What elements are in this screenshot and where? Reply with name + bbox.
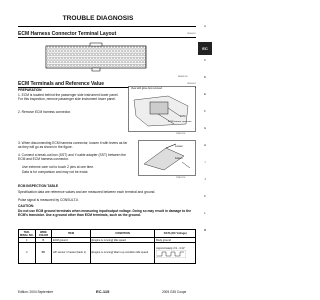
cell-condition: [Engine is running] Idle speed — [90, 238, 155, 243]
section-title-layout: ECM Harness Connector Terminal Layout — [18, 31, 117, 37]
footer-page-number: EC-115 — [96, 289, 110, 294]
side-index-letter[interactable]: C — [203, 58, 207, 62]
side-index-letter[interactable]: E — [203, 92, 206, 96]
table-row — [19, 243, 196, 263]
step-3: 3. When disconnecting ECM harness connector, loosen it with levers as far as they will go as shown in the figure. — [18, 141, 128, 150]
column-header: ITEM — [52, 230, 91, 238]
figure-code: MBIB0125E — [178, 76, 188, 78]
inspection-text-1: Specification data are reference values and are measured between each terminal and ground. — [18, 190, 156, 194]
figure3-label-fasten: Fasten — [175, 157, 183, 160]
side-index-letter[interactable]: F — [204, 109, 206, 113]
figure2-label-top: View with glove box removed — [131, 87, 162, 90]
section-code: NBS000LY — [187, 33, 196, 35]
figure-code: PBIB1512E — [176, 177, 186, 179]
header-rule — [18, 26, 196, 27]
ecm-connector-diagram — [44, 42, 148, 74]
step-2: 2. Remove ECM harness connector. — [18, 110, 71, 114]
cell-terminal: 2 — [19, 243, 36, 263]
figure2-label-connector: ECM harness connector — [168, 121, 192, 123]
section-tab-ec[interactable]: EC — [198, 42, 212, 55]
cell-terminal: 1 — [19, 238, 36, 243]
section-title-terminals: ECM Terminals and Reference Value — [18, 81, 105, 87]
page-header — [0, 14, 212, 26]
cell-data: Body ground — [155, 238, 196, 243]
side-index-letter[interactable]: I — [204, 160, 206, 164]
column-header: DATA (DC Voltage) — [155, 230, 196, 238]
column-header: TER-MINAL NO. — [20, 230, 34, 237]
figure3-label-loosen: Loosen — [175, 145, 183, 148]
section-rule — [18, 37, 196, 38]
step-4: 4. Connect a break-out box (SST) and Y-cable adapter (SST) between the ECM and ECM harness connector. — [18, 153, 126, 162]
note-1: Use extreme care not to touch 2 pins at one time. — [22, 165, 95, 169]
connector-lever-figure — [138, 140, 196, 176]
column-header: CONDITION — [90, 230, 155, 238]
footer-model: 2005 G35 Coupe — [162, 290, 187, 294]
side-index-letter[interactable]: G — [203, 126, 207, 130]
cell-data-text: Approximately 2.9 - 3.4V — [156, 247, 185, 251]
cell-color: B — [35, 238, 52, 243]
cell-color: BR — [35, 243, 52, 263]
ecm-inspection-table — [18, 229, 196, 264]
section-code: NBS000LZ — [187, 83, 196, 85]
caution-text: Do not use ECM ground terminals when measuring input/output voltage. Doing so may result in damage to the ECM's transistor. Use a ground other than ECM terminals, such as the ground. — [18, 209, 192, 218]
prep-heading: PREPARATION — [18, 88, 42, 92]
caution-label: CAUTION: — [18, 204, 35, 208]
inspection-heading: ECM INSPECTION TABLE — [18, 184, 59, 188]
side-index-letter[interactable]: K — [203, 194, 206, 198]
side-index-letter[interactable]: M — [203, 228, 207, 232]
footer-edition: Edition: 2004 September — [18, 290, 54, 294]
cell-item: A/F sensor 1 heater (bank 1) — [52, 243, 91, 263]
step-1: 1. ECM is located behind the passenger side instrument lower panel. For this inspection, remove passenger side instrument lower panel. — [18, 93, 119, 102]
table-header-row — [19, 230, 196, 238]
page-title: TROUBLE DIAGNOSIS — [62, 15, 134, 22]
side-index-letter[interactable]: L — [204, 211, 206, 215]
ecm-location-figure — [128, 86, 196, 132]
cell-item: ECM ground — [52, 238, 91, 243]
inspection-text-2: Pulse signal is measured by CONSULT-II. — [18, 198, 80, 202]
note-2: Data is for comparison and may not be exact. — [22, 170, 89, 174]
side-index-letter[interactable]: J — [204, 177, 206, 181]
cell-data — [155, 243, 196, 263]
cell-condition: [Engine is running] Warm-up condition Idle speed — [90, 243, 155, 263]
side-index-letter[interactable]: D — [203, 75, 207, 79]
waveform-graphic — [156, 250, 186, 258]
side-index-letter[interactable]: H — [203, 143, 207, 147]
side-index-letter[interactable]: A — [203, 24, 206, 28]
column-header: WIRE COLOR — [35, 230, 52, 238]
figure-code: PBIB1512E — [176, 133, 186, 135]
figure2-label-ecm: ECM — [180, 115, 186, 118]
